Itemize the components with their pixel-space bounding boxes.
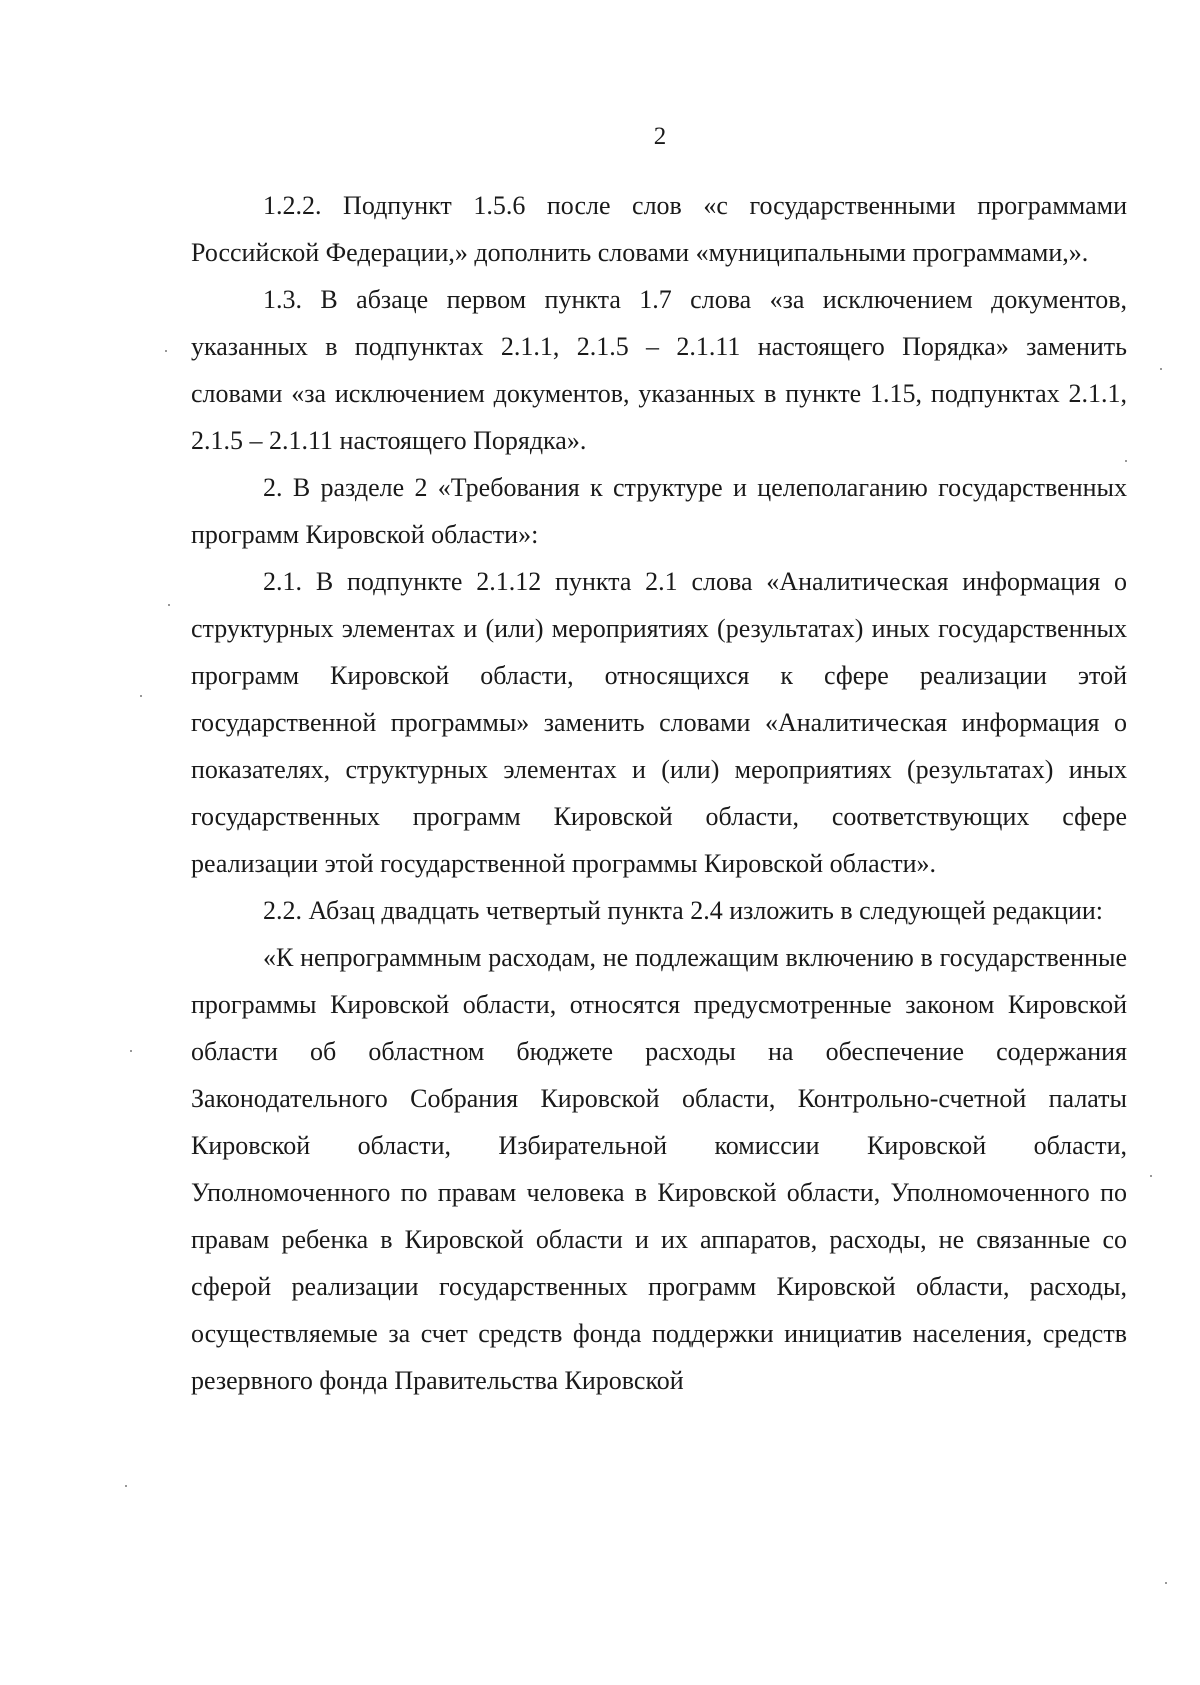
paragraph-1-3: 1.3. В абзаце первом пункта 1.7 слова «за исключением документов, указанных в подпунктах 2.1.1, 2.1.5 – 2.1.11 настоящего Порядка» заменить словами «за исключением документов, указанных в пункте 1.15, подпунктах 2.1.1, 2.1.5 – 2.1.11 настоящего Порядка». <box>191 285 1127 455</box>
scan-speck <box>1165 1582 1167 1584</box>
scan-speck <box>140 695 142 697</box>
scan-speck <box>1150 1175 1152 1177</box>
paragraph-2-2: 2.2. Абзац двадцать четвертый пункта 2.4 изложить в следующей редакции: <box>263 896 1104 925</box>
page-number: 2 <box>653 123 667 150</box>
paragraph-quote: «К непрограммным расходам, не подлежащим включению в государственные программы Кировской области, относятся предусмотренные законом Кировской области об областном бюджете расходы на обеспечение содержания Законодательного Собрания Кировской области, Контрольно-счетной палаты Кировской области, Избирательной комиссии Кировской области, Уполномоченного по правам человека в Кировской области, Уполномоченного по правам ребенка в Кировской области и их аппаратов, расходы, не связанные со сферой реализации государственных программ Кировской области, расходы, осуществляемые за счет средств фонда поддержки инициатив населения, средств резервного фонда Правительства Кировской <box>191 943 1127 1395</box>
scan-speck <box>165 350 167 352</box>
scan-speck <box>1125 460 1127 462</box>
paragraph-2-1: 2.1. В подпункте 2.1.12 пункта 2.1 слова «Аналитическая информация о структурных элементах и (или) мероприятиях (результатах) иных государственных программ Кировской области, относящихся к сфере реализации этой государственной программы» заменить словами «Аналитическая информация о показателях, структурных элементах и (или) мероприятиях (результатах) иных государственных программ Кировской области, соответствующих сфере реализации этой государственной программы Кировской области». <box>191 567 1127 878</box>
scan-speck <box>125 1485 127 1487</box>
paragraph-1-2-2: 1.2.2. Подпункт 1.5.6 после слов «с государственными программами Российской Федерации,» дополнить словами «муниципальными программами,». <box>191 191 1127 267</box>
scan-speck <box>168 604 170 606</box>
scan-speck <box>1160 368 1162 370</box>
paragraph-2: 2. В разделе 2 «Требования к структуре и целеполаганию государственных программ Кировской области»: <box>191 473 1127 549</box>
document-body <box>191 182 1127 1404</box>
scan-speck <box>130 1050 132 1052</box>
